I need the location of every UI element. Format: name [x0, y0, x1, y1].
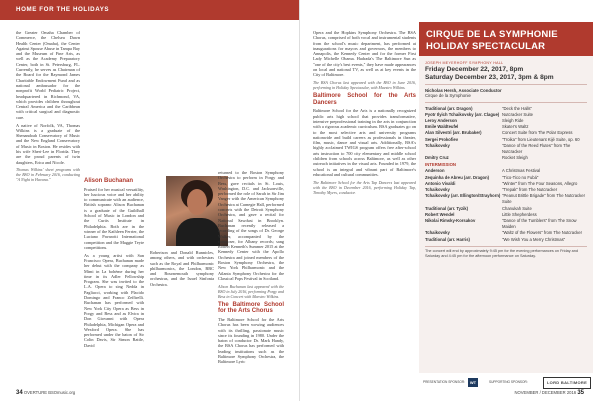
work-title: "Winter" from The Four Seasons, Allegro: [502, 180, 578, 186]
artist-heading: Alison Buchanan: [84, 178, 134, 184]
ensemble-line: Cirque de la Symphonie: [425, 93, 471, 99]
performance-date: Saturday December 23, 2017, 3pm & 8pm: [425, 73, 554, 81]
work-title: Chanukah Suite: [502, 205, 532, 211]
composer-name: Tchaikovsky (arr. Ellington/Strayhorn): [425, 193, 501, 199]
left-column-1: [16, 30, 80, 185]
program-item: [425, 237, 587, 243]
work-title: "We Wish You a Merry Christmas": [502, 236, 566, 242]
work-title: Sleigh Ride: [502, 117, 524, 123]
composer-name: Nikolai Rimsky-Korsakov: [425, 218, 476, 224]
section-title: HOME FOR THE HOLIDAYS: [16, 6, 110, 13]
body-paragraph: A native of Norfolk, VA, Thomas Wilkins is a graduate of the Shenandoah Conservatory of Music and the New England Conservatory of Music in Boston. He resides with his wife Sheri-Lee in Florida. They are the proud parents of twin daughters, Erica and Nicole.: [16, 122, 80, 165]
work-title: "Deck the Halls": [502, 105, 532, 111]
work-title: "Trepak" from The Nutcracker: [502, 187, 558, 192]
right-column-1: [313, 30, 416, 197]
composer-name: Pyotr Ilyich Tchaikovsky (arr. Clague): [425, 111, 500, 117]
right-footer: [514, 390, 584, 396]
program-title-line-1: CIRQUE DE LA SYMPHONIE: [426, 29, 558, 40]
performance-date: Friday December 22, 2017, 8pm: [425, 66, 524, 73]
footer-text: NOVEMBER / DECEMBER 2016: [514, 390, 577, 395]
composer-name: Emile Waldteufel: [425, 124, 459, 130]
body-paragraph: Praised for her musical versatility, her luscious voice and her ability to communicate with an audience, British soprano Alison Buchanan is a graduate of the Guildhall School of Music in London and the Curtis Institute in Philadelphia. Both are in the winner of the Kathleen Ferrier, the Luciano Pavarotti International competition and the Maggie Teyte competitions.: [84, 186, 144, 250]
left-column-3: [150, 250, 214, 290]
composer-name: Tchaikovsky: [425, 187, 450, 192]
composer-name: Leroy Anderson: [425, 117, 457, 123]
program-body: [419, 58, 593, 262]
composer-name: Robert Wendel: [425, 211, 455, 217]
program-item: [425, 143, 587, 155]
work-title: A Christmas Festival: [502, 168, 541, 174]
work-title: Rocket Sleigh: [502, 155, 528, 161]
composer-name: Anderson: [425, 168, 445, 174]
body-paragraph: The Baltimore School for the Arts Chorus has been wowing audiences with its thrilling, passionate music since its founding in 1980. Under the baton of conductor Dr. Mark Handy, the BSA Chorus has performed with leading institutions such as the Baltimore Symphony Orchestra, the Baltimore Lyric: [218, 316, 284, 365]
work-title: Nutcracker Suite: [502, 111, 533, 117]
work-title: "Peanut Brittle Brigade" from The Nutcracker Suite: [502, 193, 585, 205]
work-title: Skater's Waltz: [502, 124, 529, 130]
composer-name: Antonio Vivaldi: [425, 180, 456, 186]
page-number: 34: [16, 390, 23, 396]
photo-caption: Thomas Wilkins' sheet programs with the BSO in February 2016, conducting "A Night in Havana.": [16, 167, 80, 183]
work-title: Concert Suite from The Polar Express: [502, 130, 573, 136]
work-title: "Dance of the Reed Flutes" from The Nutcracker: [502, 142, 571, 154]
program-list-first-half: [425, 106, 587, 162]
photo-caption: The BSA Chorus last appeared with the BSO in June 2016, performing in Holiday Spectacular, with Maestro Wilkins.: [313, 80, 416, 91]
body-paragraph: the Greater Omaha Chamber of Commerce, the Chelsea Dawn Health Center (Omaha), the Center Against Spouse Abuse in Tampa Bay and the Museum of Fine Arts, as well as the Academy Preparatory Center, both in St. Petersburg, FL. Currently, he serves as Chairman of the Board for the Raymond James Charitable Endowment Fund and as national ambassador for the nonprofit World Pediatric Project, headquartered in Richmond, VA, which provides children throughout Central America and the Caribbean with critical surgical and diagnostic care.: [16, 30, 80, 120]
left-column-4: [218, 170, 284, 367]
program-panel: [419, 22, 593, 373]
program-item: [425, 193, 587, 205]
left-column-2: [84, 175, 144, 351]
photo-caption: Alison Buchanan last appeared with the BSO in July 2016, performing Porgy and Bess in Concert with Maestro Wilkins.: [218, 283, 284, 299]
work-title: Little Shepherdess: [502, 211, 537, 217]
footer-text: OVERTURE BSOmusic.org: [23, 390, 76, 395]
body-paragraph: Robertson and Donald Runnicles, among others, and with orchestras such as the Royal and Philharmonic philharmonics, the London, BBC and Bournemouth symphony orchestras, and the Israel Sinfonia Orchestra.: [150, 250, 214, 287]
left-header-bar: [0, 0, 300, 20]
composer-name: Sergei Prokofiev: [425, 136, 459, 142]
program-list-second-half: [425, 168, 587, 242]
composer-name: Traditional (arr. Dragon): [425, 105, 473, 111]
presentation-sponsor-label: PRESENTATION SPONSOR:: [423, 380, 466, 384]
program-title: [419, 22, 593, 56]
body-paragraph: returned to the Boston Symphony Orchestra to perform in Porgy and Bess, gave recitals in St. Louis, Washington, D.C. and Jacksonville, performed the role of Sarah in Sir Jim Vanger with the American Symphony Orchestra at Carnegie Hall, performed concerts with the Detroit Symphony Orchestra, and gave a recital for National Sawdust in Brooklyn. Buchanan recently released a recording of the songs of Dr. George Walker, accompanied by the composer, for Albany records; sang Robert Kenneth's Summer 2015 at the Kennedy Center with the Apollo Orchestra and joined members of the Boston Symphony Orchestra, the New York Philharmonic and the Atlanta Symphony Orchestra for the Classical Pops Festival in Scotland.: [218, 170, 284, 281]
sponsor-bar: [419, 376, 593, 389]
composer-name: Tchaikovsky: [425, 230, 450, 236]
work-title: "Waltz of the Flowers" from The Nutcracker: [502, 230, 582, 236]
composer-name: Tchaikovsky: [425, 142, 450, 148]
divider: [425, 246, 587, 247]
body-paragraph: As a young artist with San Francisco Opera, Buchanan made her debut with the company as Mimi in La bohème during her time in its Adler Fellowship Program. She was invited to the L.A. Opera to sing Nedda in Pagliacci, working with Placido Domingo and Franco Zeffirelli. Buchanan has performed with New York City Opera as Bess in Porgy and Bess and as Elvira in Don Giovanni with Opera Philadelphia, Michigan Opera and Wexford Opera. She has performed under the baton of Sir Colin Davis, Sir Simon Rattle, David: [84, 252, 144, 348]
body-paragraph: Baltimore School for the Arts is a nationally recognized public arts high school that provides transformative, intensive preprofessional training in the arts in conjunction with a rigorous academic curriculum. BSA graduates go on to the most selective arts and university programs nationwide and build careers as professionals in theater, film, music, dance and visual arts. Additionally, BSA's highly acclaimed TWIGS program offers free after-school arts instruction to 700 city elementary and middle school children from schools across Baltimore, as well as other outreach initiatives in the visual arts. Founded in 1979, the school is an integral and vibrant part of Baltimore's educational and cultural communities.: [313, 108, 416, 177]
sponsor-logo-wt: WT: [469, 380, 477, 385]
composer-name: Alan Silvestri (arr. Brubaker): [425, 130, 482, 136]
supporting-sponsor-label: SUPPORTING SPONSOR:: [489, 380, 528, 384]
composer-name: Dmitry Cruz: [425, 155, 449, 161]
left-footer: [16, 390, 75, 396]
photo-caption: The Baltimore School for the Arts Tap Dancers last appeared with the BSO in December 2016, performing Holiday Tap, Timothy Myers, conductor.: [313, 179, 416, 195]
work-title: "Tico-Tico no Fubá": [502, 174, 539, 180]
divider: [425, 84, 587, 85]
ensemble-heading: The Baltimore School for the Arts Chorus: [218, 301, 284, 315]
ensemble-heading: Baltimore School for the Arts Dancers: [313, 93, 416, 106]
program-title-line-2: HOLIDAY SPECTACULAR: [426, 41, 546, 52]
composer-name: Traditional (arr. Tyzik): [425, 205, 468, 211]
work-title: "Dance of the Tumblers" from The Snow Maiden: [502, 218, 577, 230]
work-title: "Troika" from Lieutenant Kijé Suite, op. 60: [502, 136, 580, 142]
divider: [425, 102, 587, 103]
sponsor-logo-lord-baltimore: LORD BALTIMORE: [543, 377, 591, 389]
composer-name: Traditional (arr. Harris): [425, 236, 470, 242]
composer-name: Zequinha de Abreu (arr. Dragon): [425, 174, 490, 180]
conductor-line: Nicholas Hersh, Associate Conductor: [425, 87, 502, 93]
intermission-label: INTERMISSION: [425, 162, 457, 168]
program-item: [425, 218, 587, 230]
body-paragraph: Opera and the Hopkins Symphony Orchestra. The BSA Chorus, comprised of both vocal and instrumental students from the school's music department, has performed at inaugurations for mayors and governors, the members to Annapolis, the Kennedy Center and for the former First Lady Michelle Obama. Hadrada's The Baltimore Sun as "one of the city's best events," they have made appearances on local and national TV, as well as at key events in the City of Baltimore.: [313, 30, 416, 78]
end-time-note: The concert will end by approximately 9:45 pm for the evening performances on Friday and Saturday and 4:45 pm for the afternoon performance on Saturday.: [425, 249, 579, 259]
venue-label: JOSEPH MEYERHOFF SYMPHONY HALL: [425, 61, 504, 65]
page-number: 35: [577, 390, 584, 396]
